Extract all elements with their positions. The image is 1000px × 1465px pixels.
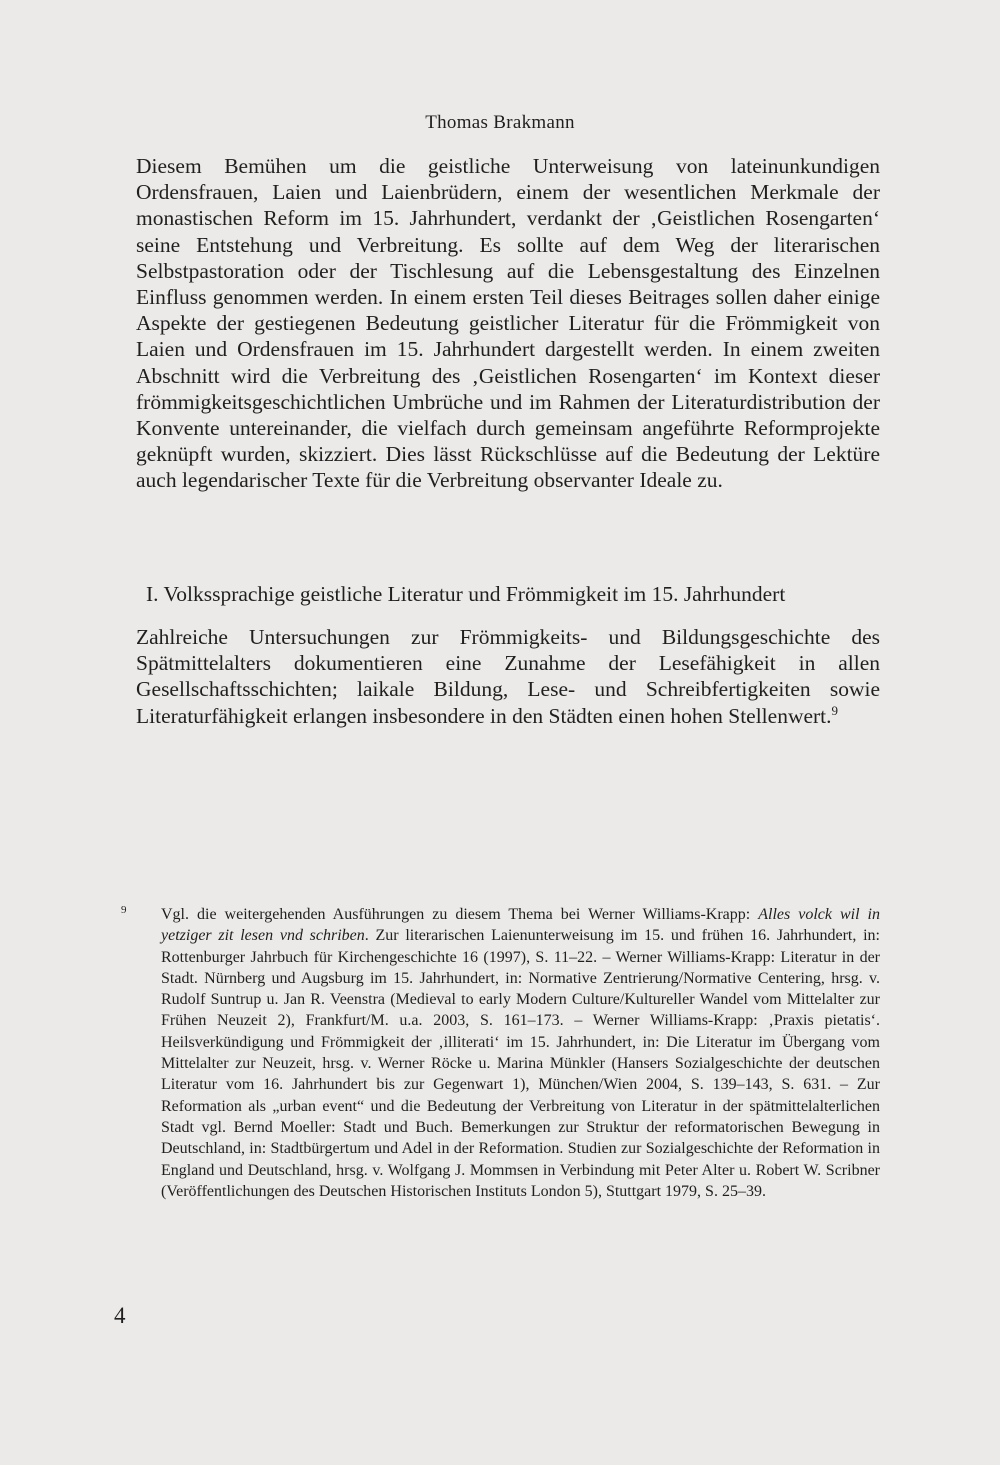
paragraph-section-one (136, 624, 880, 729)
footnote-reference[interactable]: 9 (831, 702, 839, 718)
footnote-number: 9 (121, 904, 127, 916)
footnote-italic-title: Alles volck wil in yetziger zit lesen vnd schriben (161, 906, 881, 945)
footnote (121, 904, 881, 1202)
running-head: Thomas Brakmann (425, 112, 575, 133)
footnote-lead: Vgl. die weitergehenden Ausführungen zu diesem Thema bei Werner Williams-Krapp: (161, 906, 759, 923)
page-number: 4 (114, 1303, 126, 1328)
section-heading: I. Volkssprachige geistliche Literatur und Frömmigkeit im 15. Jahrhundert (146, 582, 786, 606)
footnote-rest: . Zur literarischen Laienunterweisung im 15. und frühen 16. Jahrhundert, in: Rottenburger Jahrbuch für Kirchengeschichte 16 (1997), S. 11–22. – Werner Williams-Krapp: Literatur in der Stadt. Nürnberg und Augsburg im 15. Jahrhundert, in: Normative Zentrierung/Normative Centering, hrsg. v. Rudolf Suntrup u. Jan R. Veenstra (Medieval to early Modern Culture/Kultureller Wandel vom Mittelalter zur Frühen Neuzeit 2), Frankfurt/M. u.a. 2003, S. 161–173. – Werner Williams-Krapp: ‚Praxis pietatis‘. Heilsverkündigung und Frömmigkeit der ‚illiterati‘ im 15. Jahrhundert, in: Die Literatur im Übergang vom Mittelalter zur Neuzeit, hrsg. v. Werner Röcke u. Marina Münkler (Hansers Sozialgeschichte der deutschen Literatur vom 16. Jahrhundert bis zur Gegenwart 1), München/Wien 2004, S. 139–143, S. 631. – Zur Reformation als „urban event“ und die Bedeutung der Verbreitung von Literatur in der spätmittelalterlichen Stadt vgl. Bernd Moeller: Stadt und Buch. Bemerkungen zur Struktur der reformatorischen Bewegung in Deutschland, in: Stadtbürgertum und Adel in der Reformation. Studien zur Sozialgeschichte der Reformation in England und Deutschland, hrsg. v. Wolfgang J. Mommsen in Verbindung mit Peter Alter u. Robert W. Scribner (Veröffentlichungen des Deutschen Historischen Instituts London 5), Stuttgart 1979, S. 25–39. (161, 927, 880, 1200)
paragraph-section-one-text: Zahlreiche Untersuchungen zur Frömmigkeits- und Bildungsgeschichte des Spätmittelalters dokumentieren eine Zunahme der Lesefähigkeit in allen Gesellschaftsschichten; laikale Bildung, Lese- und Schreibfertigkeiten sowie Literaturfähigkeit erlangen insbesondere in den Städten einen hohen Stellenwert. (136, 625, 880, 728)
paragraph-intro: Diesem Bemühen um die geistliche Unterweisung von lateinunkundigen Ordensfrauen, Laien und Laienbrüdern, einem der wesentlichen Merkmale der monastischen Reform im 15. Jahrhundert, verdankt der ‚Geistlichen Rosengarten‘ seine Entstehung und Verbreitung. Es sollte auf dem Weg der literarischen Selbstpastoration oder der Tischlesung auf die Lebensgestaltung des Einzelnen Einfluss genommen werden. In einem ersten Teil dieses Beitrages sollen daher einige Aspekte der gestiegenen Bedeutung geistlicher Literatur für die Frömmigkeit von Laien und Ordensfrauen im 15. Jahrhundert dargestellt werden. In einem zweiten Abschnitt wird die Verbreitung des ‚Geistlichen Rosengarten‘ im Kontext dieser frömmigkeitsgeschichtlichen Umbrüche und im Rahmen der Literaturdistribution der Konvente untereinander, die vielfach durch gemeinsam angeführte Reformprojekte geknüpft wurden, skizziert. Dies lässt Rückschlüsse auf die Bedeutung der Lektüre auch legendarischer Texte für die Verbreitung observanter Ideale zu. (136, 154, 880, 493)
